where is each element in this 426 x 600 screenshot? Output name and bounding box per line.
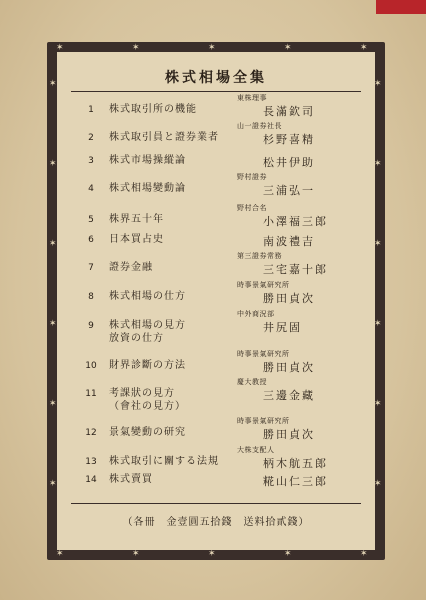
- book-number: 7: [88, 263, 94, 273]
- book-title: 株式相場變動論: [109, 183, 186, 194]
- author-affiliation: 東株理事: [237, 94, 267, 102]
- star-ornament-icon: ✶: [208, 549, 216, 559]
- book-title: 財界診斷の方法: [109, 360, 186, 371]
- star-ornament-icon: ✶: [132, 43, 140, 53]
- author-name: 勝田貞次: [263, 428, 315, 441]
- book-number: 8: [88, 292, 94, 302]
- book-number: 4: [88, 184, 94, 194]
- author-name: 三浦弘一: [263, 184, 315, 197]
- author-affiliation: 野村證券: [237, 173, 267, 181]
- book-title: 株式取引所の機能: [109, 104, 197, 115]
- star-ornament-icon: ✶: [360, 43, 368, 53]
- author-name: 勝田貞次: [263, 361, 315, 374]
- price-note: （各冊 金壹圓五拾錢 送料拾貳錢）: [122, 517, 310, 528]
- author-name: 勝田貞次: [263, 292, 315, 305]
- star-ornament-icon: ✶: [374, 159, 382, 169]
- book-number: 2: [88, 133, 94, 143]
- star-ornament-icon: ✶: [208, 43, 216, 53]
- star-ornament-icon: ✶: [374, 399, 382, 409]
- star-ornament-icon: ✶: [360, 549, 368, 559]
- star-ornament-icon: ✶: [374, 319, 382, 329]
- book-title: 株式取引員と證券業者: [109, 132, 219, 143]
- book-number: 6: [88, 235, 94, 245]
- star-ornament-icon: ✶: [284, 43, 292, 53]
- author-name: 南波禮吉: [263, 235, 315, 248]
- book-number: 9: [88, 321, 94, 331]
- book-title: 株式賣買: [109, 474, 153, 485]
- author-name: 井尻固: [263, 321, 302, 334]
- contents-panel: [67, 63, 365, 539]
- star-ornament-icon: ✶: [49, 79, 57, 89]
- author-affiliation: 時事景氣研究所: [237, 281, 290, 289]
- author-affiliation: 野村合名: [237, 204, 267, 212]
- author-name: 糀山仁三郎: [263, 475, 328, 488]
- author-affiliation: 第三證券常務: [237, 252, 282, 260]
- book-title: 景氣變動の研究: [109, 427, 186, 438]
- star-ornament-icon: ✶: [374, 239, 382, 249]
- book-title: 株式取引に關する法規: [109, 456, 219, 467]
- star-ornament-icon: ✶: [56, 549, 64, 559]
- book-number: 13: [85, 457, 97, 467]
- book-number: 3: [88, 156, 94, 166]
- author-name: 松井伊助: [263, 156, 315, 169]
- book-number: 12: [85, 428, 97, 438]
- book-number: 1: [88, 105, 94, 115]
- author-affiliation: 山一證券社長: [237, 122, 282, 130]
- book-title: 株界五十年: [109, 214, 164, 225]
- author-affiliation: 時事景氣研究所: [237, 417, 290, 425]
- star-ornament-icon: ✶: [49, 479, 57, 489]
- footer-divider: [71, 503, 361, 504]
- star-ornament-icon: ✶: [56, 43, 64, 53]
- author-name: 三邊金藏: [263, 389, 315, 402]
- book-title: 株式相場の仕方: [109, 291, 186, 302]
- star-ornament-icon: ✶: [374, 79, 382, 89]
- star-ornament-icon: ✶: [49, 239, 57, 249]
- book-number: 5: [88, 215, 94, 225]
- star-ornament-icon: ✶: [132, 549, 140, 559]
- book-title: 株式市場操縱論: [109, 155, 186, 166]
- author-affiliation: 慶大教授: [237, 378, 267, 386]
- red-corner-tag: [376, 0, 426, 14]
- author-affiliation: 時事景氣研究所: [237, 350, 290, 358]
- author-affiliation: 中外商況部: [237, 310, 275, 318]
- star-ornament-icon: ✶: [49, 159, 57, 169]
- book-title: 日本買占史: [109, 234, 164, 245]
- book-number: 14: [85, 475, 97, 485]
- star-ornament-icon: ✶: [49, 319, 57, 329]
- author-name: 柄木航五郎: [263, 457, 328, 470]
- author-name: 杉野喜精: [263, 133, 315, 146]
- book-title: 株式相場の見方 放資の仕方: [109, 320, 186, 344]
- book-number: 10: [85, 361, 97, 371]
- book-number: 11: [85, 389, 97, 399]
- star-ornament-icon: ✶: [49, 399, 57, 409]
- book-title: 考課狀の見方 （會社の見方）: [109, 388, 186, 412]
- title-divider: [71, 91, 361, 92]
- star-ornament-icon: ✶: [374, 479, 382, 489]
- author-name: 長滿欽司: [263, 105, 315, 118]
- book-title: 證券金融: [109, 262, 153, 273]
- author-name: 小澤福三郎: [263, 215, 328, 228]
- star-ornament-icon: ✶: [284, 549, 292, 559]
- series-title: 株式相場全集: [165, 70, 267, 86]
- author-affiliation: 大株支配人: [237, 446, 275, 454]
- author-name: 三宅嘉十郎: [263, 263, 328, 276]
